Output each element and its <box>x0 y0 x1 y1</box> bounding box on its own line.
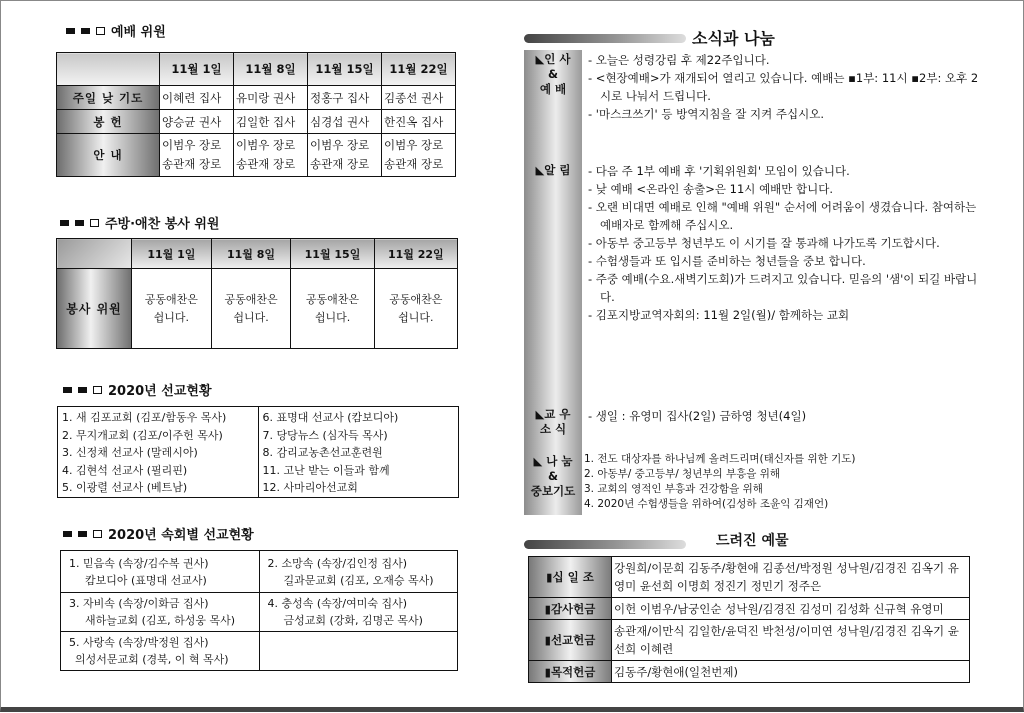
group-cell <box>259 593 458 632</box>
black-square-icon <box>66 28 75 34</box>
offering-label: ▮감사헌금 <box>529 598 612 620</box>
news-item: - 김포지방교역자회의: 11월 2일(월)/ 함께하는 교회 <box>588 308 850 322</box>
cell: 한진옥 집사 <box>382 110 456 134</box>
black-square-icon <box>78 387 87 393</box>
date-header: 11월 22일 <box>374 239 457 269</box>
group-name: 4. 충성속 (속장/여미숙 집사) <box>267 597 408 610</box>
mission-heading <box>63 380 212 399</box>
news-list-members <box>588 407 980 425</box>
news-item: - 오늘은 성령강림 후 제22주입니다. <box>588 53 770 67</box>
offering-label: ▮선교헌금 <box>529 620 612 661</box>
group-cell <box>259 551 458 593</box>
date-header: 11월 22일 <box>382 53 456 86</box>
news-ribbon <box>524 34 686 43</box>
news-list-greeting <box>588 51 980 123</box>
date-header: 11월 15일 <box>308 53 382 86</box>
white-square-icon <box>93 530 102 538</box>
list-item: 6. 표명대 선교사 (캄보디아) <box>262 411 399 424</box>
section-title: 주방·애찬 봉사 위원 <box>105 217 220 232</box>
worship-committee-table <box>56 52 456 177</box>
list-item: 7. 당당뉴스 (심자득 목사) <box>262 428 388 442</box>
group-cell <box>61 632 260 671</box>
white-square-icon <box>93 386 102 394</box>
list-item: 5. 이광렬 선교사 (베트남) <box>62 481 188 494</box>
offering-label: ▮목적헌금 <box>529 661 612 683</box>
cell: 이범우 장로 송관재 장로 <box>160 134 234 177</box>
worship-committee-heading <box>66 21 166 40</box>
cell: 공동애찬은 쉽니다. <box>291 269 374 349</box>
news-tag-notice: ◣알 림 <box>535 163 571 177</box>
news-item: - <현장예배>가 재개되어 열리고 있습니다. 예배는 ▪1부: 11시 ▪2부: 오후 2시로 나눠서 드립니다. <box>588 71 979 103</box>
row-label: 주일 낮 기도 <box>57 86 160 110</box>
section-title: 2020년 선교현황 <box>108 384 212 399</box>
group-mission: 의성서문교회 (경북, 이 혁 목사) <box>75 653 229 666</box>
cell: 이범우 장로 송관재 장로 <box>382 134 456 177</box>
news-title: 소식과 나눔 <box>692 29 775 48</box>
news-item: - 아동부 중고등부 청년부도 이 시기를 잘 통과해 나가도록 기도합시다. <box>588 236 940 250</box>
group-cell <box>61 551 260 593</box>
black-square-icon <box>63 387 72 393</box>
group-name: 3. 자비속 (속장/이화금 집사) <box>69 597 209 610</box>
kitchen-committee-table <box>56 238 458 349</box>
list-item: 2. 무지개교회 (김포/이주헌 목사) <box>62 428 223 442</box>
date-header: 11월 15일 <box>291 239 374 269</box>
news-item: - 오랜 비대면 예배로 인해 "예배 위원" 순서에 어려움이 생겼습니다. 참여하는 예배자로 함께해 주십시오. <box>588 200 977 232</box>
news-item: 3. 교회의 영적인 부흥과 건강함을 위해 <box>584 483 763 495</box>
date-header: 11월 1일 <box>132 239 212 269</box>
date-header: 11월 1일 <box>160 53 234 86</box>
list-item: 3. 신정채 선교사 (말레시아) <box>62 446 198 459</box>
cell: 공동애찬은 쉽니다. <box>132 269 212 349</box>
list-item: 11. 고난 받는 이들과 함께 <box>262 463 390 477</box>
white-square-icon <box>90 219 99 227</box>
group-cell <box>61 593 260 632</box>
cell: 양승균 권사 <box>160 110 234 134</box>
corner-cell <box>57 53 160 86</box>
black-square-icon <box>81 28 90 34</box>
cell: 이범우 장로 송관재 장로 <box>234 134 308 177</box>
mission-groups-heading <box>63 524 254 543</box>
cell: 유미랑 권사 <box>234 86 308 110</box>
news-item: - 수험생들과 또 입시를 준비하는 청년들을 중보 합니다. <box>588 254 866 268</box>
row-label: 봉사 위원 <box>57 269 132 349</box>
offerings-ribbon <box>524 540 686 549</box>
white-square-icon <box>96 27 105 35</box>
group-name: 2. 소망속 (속장/김인정 집사) <box>267 556 408 570</box>
news-tag-members: ◣교 우 소 식 <box>535 407 571 436</box>
empty-cell <box>259 632 458 671</box>
group-name: 5. 사랑속 (속장/박정원 집사) <box>69 636 209 649</box>
black-square-icon <box>60 220 69 226</box>
news-item: 4. 2020년 수험생들을 위하여(김성하 조윤익 김재언) <box>584 498 829 510</box>
cell: 공동애찬은 쉽니다. <box>211 269 291 349</box>
offering-names: 이헌 이범우/남궁인순 성낙원/김경진 김성미 김성화 신규혁 유영미 <box>612 598 970 620</box>
group-mission: 캄보디아 (표명대 선교사) <box>85 573 207 587</box>
group-name: 1. 믿음속 (속장/김수복 권사) <box>69 556 209 570</box>
offerings-title: 드려진 예물 <box>716 533 789 549</box>
news-item: - 생일 : 유영미 집사(2일) 금하영 청년(4일) <box>588 409 807 423</box>
news-body <box>524 50 984 520</box>
list-item: 1. 새 김포교회 (김포/함동우 목사) <box>62 411 227 424</box>
black-square-icon <box>75 220 84 226</box>
cell: 심경섭 권사 <box>308 110 382 134</box>
section-title: 예배 위원 <box>111 25 166 40</box>
cell: 이범우 장로 송관재 장로 <box>308 134 382 177</box>
list-item: 8. 감리교농촌선교훈련원 <box>262 446 383 459</box>
offering-label: ▮십 일 조 <box>529 557 612 598</box>
offering-names: 송관재/이만식 김일한/윤덕진 박천성/이미연 성낙원/김경진 김옥기 윤선희 이혜련 <box>612 620 970 661</box>
news-item: - 다음 주 1부 예배 후 '기획위원회' 모임이 있습니다. <box>588 164 850 178</box>
news-item: 2. 아동부/ 중고등부/ 청년부의 부흥을 위해 <box>584 468 781 480</box>
offerings-table <box>528 556 970 683</box>
news-tag-greeting: ◣인 사 & 예 배 <box>535 52 571 96</box>
row-label: 봉 헌 <box>57 110 160 134</box>
news-list-notice <box>588 162 980 324</box>
news-tag-prayer: ◣ 나 눔 & 중보기도 <box>530 454 576 498</box>
mission-left-list <box>58 407 259 497</box>
group-mission: 금성교회 (강화, 김명곤 목사) <box>283 614 423 627</box>
mission-right-list <box>259 407 459 497</box>
news-item: - 낮 예배 <온라인 송출>은 11시 예배만 합니다. <box>588 182 834 196</box>
cell: 공동애찬은 쉽니다. <box>374 269 457 349</box>
black-square-icon <box>63 531 72 537</box>
news-item: - 주중 예배(수요.새벽기도회)가 드려지고 있습니다. 믿음의 '샘'이 되길 바랍니다. <box>588 272 978 304</box>
mission-box <box>57 406 459 498</box>
cell: 김종선 권사 <box>382 86 456 110</box>
cell: 이혜련 집사 <box>160 86 234 110</box>
mission-groups-table <box>60 550 458 671</box>
offering-names: 김동주/황현애(일천번제) <box>612 661 970 683</box>
news-list-prayer <box>584 452 976 512</box>
cell: 김일한 집사 <box>234 110 308 134</box>
list-item: 4. 김현석 선교사 (필리핀) <box>62 463 188 477</box>
offering-names: 강원희/이문희 김동주/황현애 김종선/박정원 성낙원/김경진 김옥기 유영미 윤선희 이명희 정진기 정민기 정주은 <box>612 557 970 598</box>
black-square-icon <box>78 531 87 537</box>
date-header: 11월 8일 <box>211 239 291 269</box>
row-label: 안 내 <box>57 134 160 177</box>
group-mission: 새하늘교회 (김포, 하성웅 목사) <box>85 614 236 627</box>
date-header: 11월 8일 <box>234 53 308 86</box>
news-item: 1. 전도 대상자를 하나님께 올려드리며(태신자를 위한 기도) <box>584 453 856 465</box>
kitchen-committee-heading <box>60 213 219 232</box>
section-title: 2020년 속회별 선교현황 <box>108 528 254 543</box>
news-item: - '마스크쓰기' 등 방역지침을 잘 지켜 주십시오. <box>588 107 825 121</box>
corner-cell <box>57 239 132 269</box>
cell: 정홍구 집사 <box>308 86 382 110</box>
group-mission: 길과문교회 (김포, 오재승 목사) <box>283 573 434 587</box>
list-item: 12. 사마리아선교회 <box>262 481 358 494</box>
